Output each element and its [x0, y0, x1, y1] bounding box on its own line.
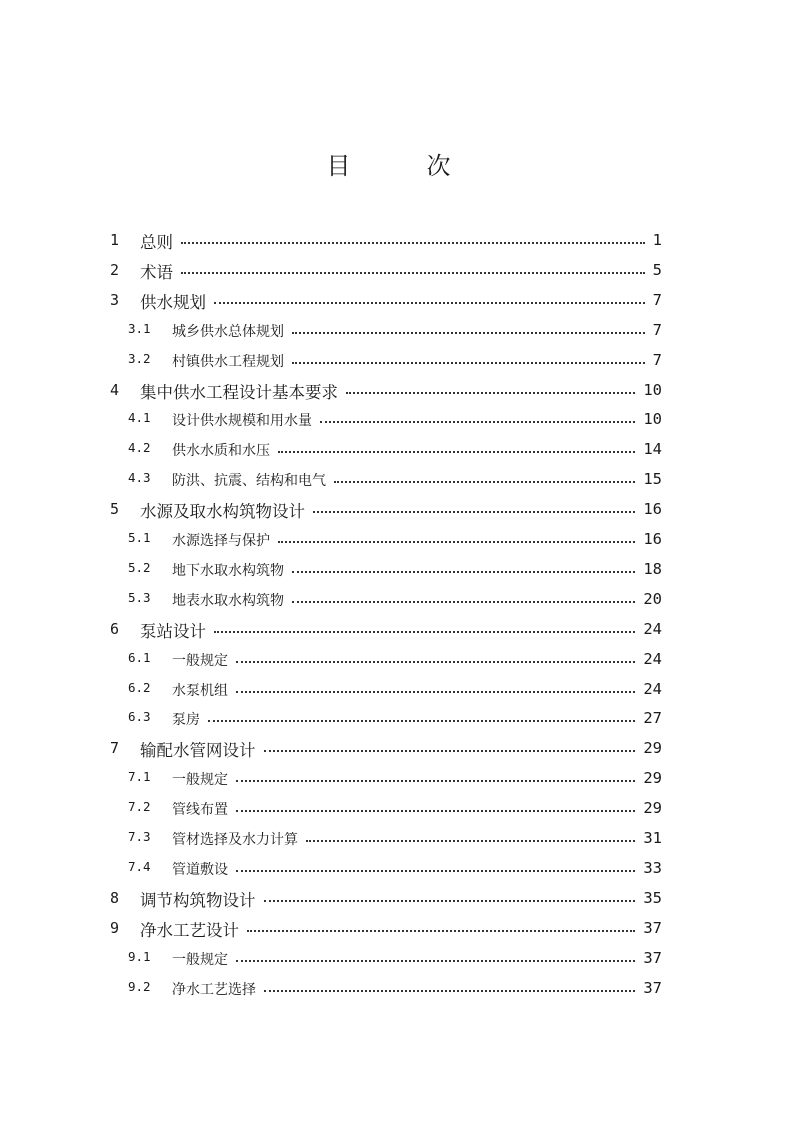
- toc-entry[interactable]: [0, 973, 793, 1003]
- toc-entry-page: 16: [643, 500, 662, 519]
- toc-entry[interactable]: [0, 883, 793, 913]
- toc-entry-number: 5.1: [128, 530, 151, 545]
- toc-entry-title: 一般规定: [172, 772, 228, 789]
- toc-entry-title: 村镇供水工程规划: [172, 353, 284, 370]
- toc-entry-page: 29: [643, 739, 662, 758]
- toc-entry-title: 泵房: [172, 712, 200, 729]
- toc-leader-dots: [306, 840, 635, 842]
- toc-entry-title: 地表水取水构筑物: [172, 592, 284, 609]
- toc-entry-number: 6: [110, 619, 120, 638]
- toc-entry-title: 城乡供水总体规划: [172, 323, 284, 340]
- toc-entry-number: 8: [110, 888, 120, 907]
- toc-entry-number: 4.1: [128, 410, 151, 426]
- toc-entry-page: 7: [652, 320, 662, 339]
- toc-entry-number: 7.3: [128, 829, 151, 844]
- toc-entry-title: 水源及取水构筑物设计: [140, 502, 305, 522]
- toc-entry[interactable]: [0, 225, 793, 255]
- toc-leader-dots: [214, 631, 635, 633]
- toc-entry-title: 管道敷设: [172, 861, 228, 878]
- toc-entry-number: 4.3: [128, 470, 151, 486]
- toc-entry-page: 37: [643, 918, 662, 937]
- toc-entry[interactable]: [0, 823, 793, 853]
- toc-entry-page: 29: [643, 799, 662, 818]
- toc-leader-dots: [214, 302, 645, 304]
- toc-entry-title: 净水工艺设计: [140, 920, 239, 940]
- toc-entry-page: 15: [643, 470, 662, 489]
- toc-leader-dots: [236, 780, 635, 782]
- toc-entry-number: 7.1: [128, 769, 151, 785]
- toc-entry-number: 7.4: [128, 858, 151, 874]
- toc-entry-title: 水源选择与保护: [172, 533, 270, 549]
- toc-leader-dots: [264, 750, 635, 752]
- toc-entry[interactable]: [0, 703, 793, 733]
- toc-entry[interactable]: [0, 763, 793, 793]
- toc-leader-dots: [181, 242, 645, 244]
- toc-entry-title: 一般规定: [172, 652, 228, 669]
- toc-entry-number: 3.2: [128, 350, 151, 366]
- toc-leader-dots: [320, 421, 635, 423]
- toc-leader-dots: [208, 720, 635, 722]
- toc-entry[interactable]: [0, 853, 793, 883]
- toc-leader-dots: [236, 691, 635, 693]
- toc-entry-page: 7: [652, 290, 662, 309]
- toc-entry-title: 地下水取水构筑物: [172, 562, 284, 579]
- toc-entry[interactable]: [0, 733, 793, 763]
- toc-leader-dots: [236, 661, 635, 663]
- toc-leader-dots: [181, 272, 645, 274]
- toc-entry[interactable]: [0, 375, 793, 405]
- toc-entry-title: 水泵机组: [172, 682, 228, 699]
- toc-entry-number: 2: [110, 260, 120, 279]
- toc-entry-page: 24: [643, 679, 662, 698]
- toc-entry-page: 35: [643, 888, 662, 907]
- toc-entry-page: 18: [643, 559, 662, 578]
- toc-entry-page: 24: [643, 649, 662, 668]
- toc-entry-number: 7: [110, 739, 120, 758]
- toc-entry[interactable]: [0, 674, 793, 704]
- toc-entry-page: 29: [643, 769, 662, 788]
- toc-entry-number: 9: [110, 918, 120, 937]
- toc-entry-page: 16: [643, 530, 662, 548]
- toc-entry-number: 3.1: [128, 320, 151, 336]
- toc-entry-title: 管线布置: [172, 802, 228, 819]
- toc-entry-title: 净水工艺选择: [172, 981, 256, 998]
- toc-entry-number: 9.2: [128, 978, 151, 994]
- toc-entry[interactable]: [0, 315, 793, 345]
- toc-entry-page: 31: [643, 829, 662, 847]
- toc-entry[interactable]: [0, 285, 793, 315]
- toc-entry-title: 设计供水规模和用水量: [172, 413, 312, 430]
- toc-entry-title: 泵站设计: [140, 621, 206, 641]
- toc-entry-number: 9.1: [128, 948, 151, 964]
- toc-leader-dots: [247, 930, 635, 932]
- toc-entry-number: 6.3: [128, 709, 151, 725]
- toc-entry[interactable]: [0, 434, 793, 464]
- toc-entry-page: 7: [652, 350, 662, 369]
- toc-entry-page: 27: [643, 709, 662, 728]
- toc-entry-number: 4: [110, 380, 120, 399]
- toc-entry[interactable]: [0, 793, 793, 823]
- toc-leader-dots: [313, 511, 635, 513]
- toc-entry[interactable]: [0, 554, 793, 584]
- toc-entry-number: 7.2: [128, 799, 151, 815]
- toc-leader-dots: [236, 870, 635, 872]
- toc-entry[interactable]: [0, 255, 793, 285]
- toc-entry[interactable]: [0, 614, 793, 644]
- toc-leader-dots: [292, 362, 645, 364]
- toc-leader-dots: [334, 481, 635, 483]
- toc-leader-dots: [292, 571, 635, 573]
- toc-entry[interactable]: [0, 494, 793, 524]
- toc-entry[interactable]: [0, 464, 793, 494]
- toc-entry[interactable]: [0, 943, 793, 973]
- toc-leader-dots: [292, 601, 635, 603]
- toc-entry-number: 5.2: [128, 559, 151, 575]
- toc-entry-page: 37: [643, 978, 662, 997]
- toc-entry-title: 供水水质和水压: [172, 443, 270, 460]
- toc-entry-page: 20: [643, 589, 662, 608]
- toc-entry-title: 防洪、抗震、结构和电气: [172, 473, 326, 490]
- toc-leader-dots: [278, 541, 635, 543]
- page-title: 目 次: [326, 152, 477, 180]
- toc-entry-page: 37: [643, 948, 662, 967]
- toc-entry-page: 24: [643, 619, 662, 638]
- toc-entry[interactable]: [0, 524, 793, 554]
- toc-entry-number: 5.3: [128, 589, 151, 605]
- toc-leader-dots: [278, 451, 635, 453]
- toc-entry[interactable]: [0, 345, 793, 375]
- toc-entry-page: 5: [652, 260, 662, 279]
- toc-leader-dots: [264, 990, 635, 992]
- toc-entry-page: 14: [643, 440, 662, 459]
- toc-leader-dots: [236, 810, 635, 812]
- toc-entry-title: 管材选择及水力计算: [172, 832, 298, 848]
- toc-entry-title: 调节构筑物设计: [140, 890, 256, 910]
- toc-entry-page: 33: [643, 858, 662, 877]
- toc-entry-page: 10: [643, 410, 662, 429]
- toc-leader-dots: [292, 332, 645, 334]
- toc-entry-title: 集中供水工程设计基本要求: [140, 382, 338, 402]
- toc-leader-dots: [236, 960, 635, 962]
- toc-entry-number: 3: [110, 290, 120, 309]
- toc-entry-number: 6.2: [128, 679, 151, 695]
- toc-entry-number: 4.2: [128, 440, 151, 456]
- toc-entry-title: 总则: [140, 233, 173, 252]
- toc-entry-number: 1: [110, 231, 120, 249]
- toc-entry[interactable]: [0, 584, 793, 614]
- toc-entry-page: 1: [652, 231, 662, 249]
- toc-entry-number: 6.1: [128, 649, 151, 665]
- toc-leader-dots: [346, 392, 635, 394]
- toc-entry-title: 输配水管网设计: [140, 741, 256, 761]
- toc-entry-title: 术语: [140, 262, 173, 282]
- toc-entry[interactable]: [0, 644, 793, 674]
- toc-leader-dots: [264, 900, 635, 902]
- toc-entry[interactable]: [0, 404, 793, 434]
- toc-entry-page: 10: [643, 380, 662, 399]
- toc-entry-title: 供水规划: [140, 292, 206, 312]
- toc-entry-title: 一般规定: [172, 951, 228, 968]
- toc-entry-number: 5: [110, 500, 120, 519]
- toc-entry[interactable]: [0, 913, 793, 943]
